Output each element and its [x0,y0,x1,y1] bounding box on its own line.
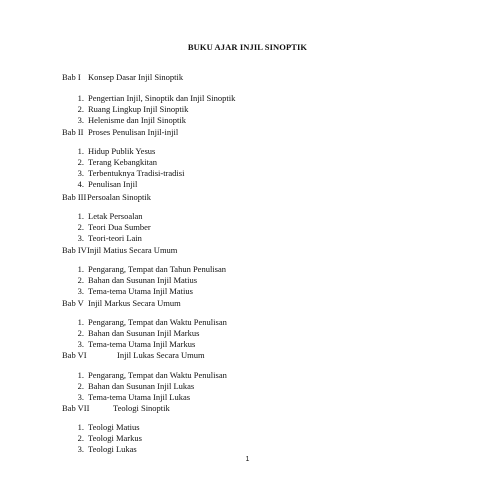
item-number: 3. [77,168,84,178]
item-number: 2. [77,433,84,443]
chapter-heading [62,192,151,202]
chapter-title: Konsep Dasar Injil Sinoptik [88,72,184,82]
item-text: Hidup Publik Yesus [88,146,156,156]
item-number: 3. [77,392,84,402]
item-text: Teori Dua Sumber [88,222,151,232]
item-number: 3. [77,115,84,125]
chapter-title: Injil Matius Secara Umum [87,245,178,255]
item-text: Bahan dan Susunan Injil Lukas [88,381,195,391]
item-number: 2. [77,157,84,167]
item-text: Tema-tema Utama Injil Lukas [88,392,191,402]
item-number: 1. [77,317,84,327]
chapter-number: Bab VII [62,403,90,413]
chapter-title: Persoalan Sinoptik [87,192,151,202]
item-text: Terang Kebangkitan [88,157,158,167]
chapter-heading [62,403,170,413]
chapter-title: Injil Lukas Secara Umum [117,350,205,360]
chapter-heading [62,298,181,308]
item-number: 3. [77,339,84,349]
chapter-heading [62,245,178,255]
item-text: Pengarang, Tempat dan Waktu Penulisan [88,317,227,327]
chapter-number: Bab V [62,298,84,308]
item-number: 1. [77,146,84,156]
item-number: 2. [77,104,84,114]
item-text: Pengertian Injil, Sinoptik dan Injil Sinoptik [88,93,236,103]
item-number: 4. [77,179,84,189]
chapter-number: Bab I [62,72,81,82]
chapter-number: Bab VI [62,350,87,360]
item-text: Letak Persoalan [88,211,143,221]
item-text: Teologi Lukas [88,444,137,454]
item-text: Terbentuknya Tradisi-tradisi [88,168,185,178]
page-title: BUKU AJAR INJIL SINOPTIK [187,42,308,52]
chapter-number: Bab II [62,127,84,137]
item-text: Helenisme dan Injil Sinoptik [88,115,186,125]
item-number: 1. [77,93,84,103]
item-number: 1. [77,264,84,274]
item-number: 3. [77,444,84,454]
chapter-heading [62,127,179,137]
item-text: Bahan dan Susunan Injil Markus [88,328,200,338]
item-text: Teologi Matius [88,422,140,432]
item-text: Pengarang, Tempat dan Tahun Penulisan [88,264,227,274]
chapter-heading [62,350,205,360]
item-text: Penulisan Injil [88,179,138,189]
item-number: 1. [77,211,84,221]
page-number: 1 [245,456,250,463]
item-number: 2. [77,381,84,391]
chapter-heading [62,72,184,82]
item-number: 3. [77,286,84,296]
item-text: Teori-teori Lain [88,233,142,243]
item-text: Tema-tema Utama Injil Matius [88,286,193,296]
item-number: 2. [77,275,84,285]
chapter-number: Bab IV [62,245,87,255]
item-text: Pengarang, Tempat dan Waktu Penulisan [88,370,227,380]
item-number: 2. [77,328,84,338]
item-text: Ruang Lingkup Injil Sinoptik [88,104,189,114]
chapter-title: Proses Penulisan Injil-injil [88,127,179,137]
chapter-title: Injil Markus Secara Umum [88,298,181,308]
item-text: Teologi Markus [88,433,142,443]
item-number: 2. [77,222,84,232]
item-text: Bahan dan Susunan Injil Matius [88,275,198,285]
chapter-number: Bab III [62,192,87,202]
item-text: Tema-tema Utama Injil Markus [88,339,196,349]
item-number: 3. [77,233,84,243]
chapter-title: Teologi Sinoptik [113,403,170,413]
item-number: 1. [77,422,84,432]
item-number: 1. [77,370,84,380]
